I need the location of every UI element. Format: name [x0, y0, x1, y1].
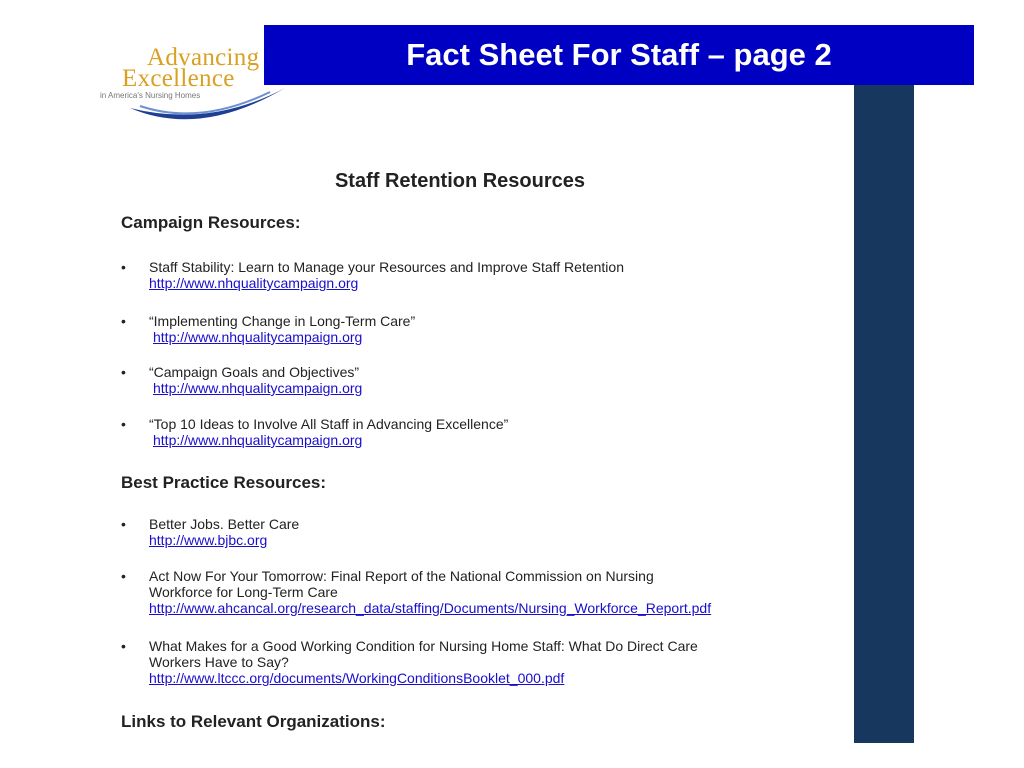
- section-heading-campaign: Campaign Resources:: [121, 213, 301, 232]
- item-text: Staff Stability: Learn to Manage your Resources and Improve Staff Retention: [149, 259, 624, 275]
- section-heading-best-practice: Best Practice Resources:: [121, 473, 327, 492]
- bullet-icon: •: [121, 638, 126, 654]
- bullet-icon: •: [121, 259, 126, 275]
- document-title: Staff Retention Resources: [334, 170, 586, 192]
- resource-link[interactable]: http://www.ltccc.org/documents/WorkingConditionsBooklet_000.pdf: [149, 670, 565, 686]
- resource-link[interactable]: http://www.nhqualitycampaign.org: [153, 432, 363, 448]
- item-text: Act Now For Your Tomorrow: Final Report of the National Commission on Nursing: [149, 568, 654, 584]
- item-text: “Campaign Goals and Objectives”: [149, 364, 360, 380]
- resource-link[interactable]: http://www.nhqualitycampaign.org: [153, 329, 363, 345]
- bullet-icon: •: [121, 568, 126, 584]
- bullet-icon: •: [121, 516, 126, 532]
- bullet-icon: •: [121, 313, 126, 329]
- item-text: “Implementing Change in Long-Term Care”: [149, 313, 416, 329]
- resource-link[interactable]: http://www.ahcancal.org/research_data/staffing/Documents/Nursing_Workforce_Report.pdf: [149, 600, 712, 616]
- item-text: Better Jobs. Better Care: [149, 516, 300, 532]
- item-text: “Top 10 Ideas to Involve All Staff in Advancing Excellence”: [149, 416, 509, 432]
- item-text-continued: Workers Have to Say?: [149, 654, 289, 670]
- logo-text-excellence: Excellence: [122, 65, 235, 92]
- item-text-continued: Workforce for Long-Term Care: [149, 584, 338, 600]
- resource-link[interactable]: http://www.nhqualitycampaign.org: [153, 380, 363, 396]
- item-text: What Makes for a Good Working Condition for Nursing Home Staff: What Do Direct Care: [149, 638, 698, 654]
- title-bar: [264, 25, 974, 85]
- resource-link[interactable]: http://www.nhqualitycampaign.org: [149, 275, 359, 291]
- side-bar-decoration: [854, 85, 914, 743]
- logo-tagline: in America's Nursing Homes: [100, 91, 201, 100]
- logo-text-advancing: Advancing: [147, 44, 260, 71]
- bullet-icon: •: [121, 364, 126, 380]
- section-heading-organizations: Links to Relevant Organizations:: [121, 712, 386, 731]
- resource-link[interactable]: http://www.bjbc.org: [149, 532, 268, 548]
- page-title: Fact Sheet For Staff – page 2: [406, 37, 832, 72]
- bullet-icon: •: [121, 416, 126, 432]
